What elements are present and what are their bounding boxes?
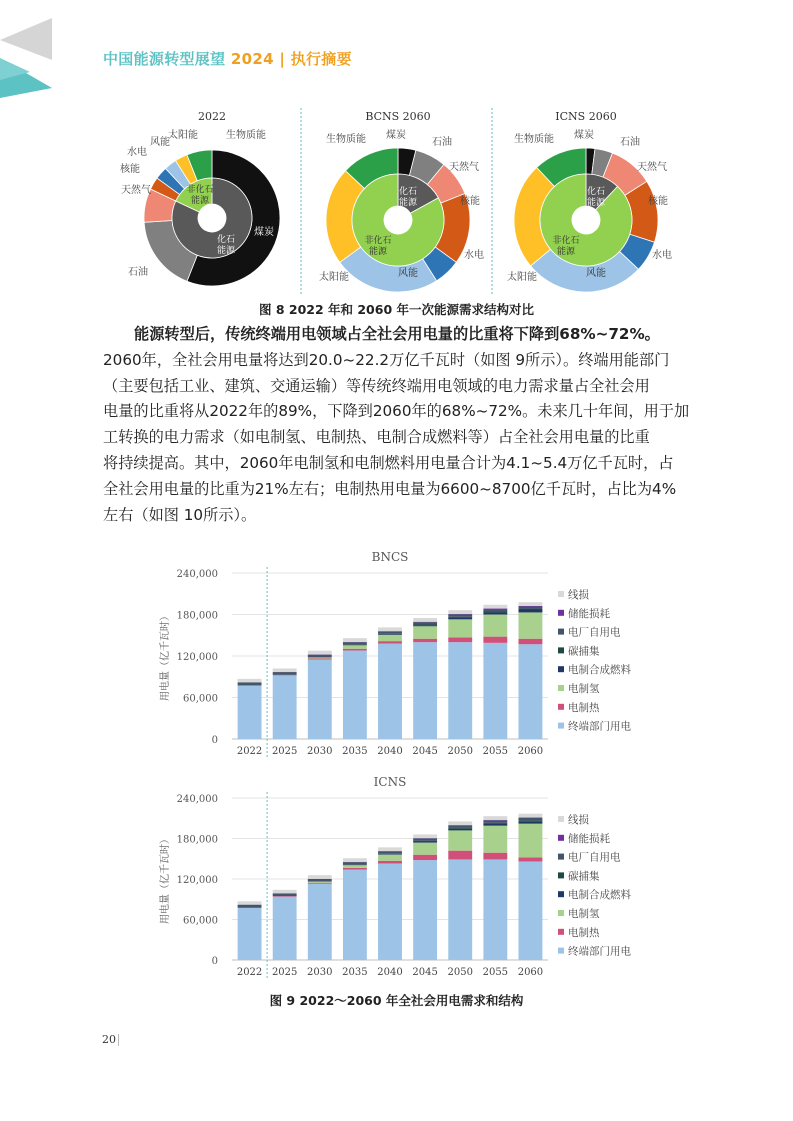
y-axis-label: 用电量（亿千瓦时） <box>160 834 171 924</box>
bar-segment <box>378 635 402 641</box>
page-number: 20 <box>102 1033 116 1046</box>
bar-segment <box>448 828 472 829</box>
bar-segment <box>519 609 543 610</box>
paragraph-line: 将持续提高。其中，2060年电制氢和电制燃料用电量合计为4.1~5.4万亿千瓦时，占 <box>103 453 674 472</box>
donut-label: 天然气 <box>637 162 667 173</box>
legend-swatch <box>558 704 564 710</box>
bar-segment <box>273 897 297 960</box>
header-subtitle: 2024 | 执行摘要 <box>225 50 352 68</box>
bar-segment <box>273 896 297 897</box>
donut-label: 石油 <box>432 137 452 148</box>
bar-segment <box>519 824 543 858</box>
bar-segment <box>238 901 262 904</box>
y-tick-label: 240,000 <box>176 794 218 805</box>
bar-segment <box>378 861 402 864</box>
bar-segment <box>343 862 367 864</box>
bar-segment <box>448 619 472 637</box>
bar-segment <box>483 816 507 820</box>
donut-label: 核能 <box>120 164 140 175</box>
legend-label: 电厂自用电 <box>568 626 621 639</box>
legend-label: 电制热 <box>568 926 600 939</box>
header-title: 中国能源转型展望 <box>103 50 226 68</box>
bar-segment <box>413 626 437 638</box>
bar-segment <box>308 875 332 879</box>
donut-inner-label: 非化石 <box>364 236 392 246</box>
y-tick-label: 180,000 <box>176 834 218 846</box>
donut-label: 太阳能 <box>319 272 349 283</box>
paragraph-line: 工转换的电力需求（如电制氢、电制热、电制合成燃料等）占全社会用电量的比重 <box>103 428 650 447</box>
bar-segment <box>413 860 437 960</box>
bar-segment <box>448 830 472 850</box>
donut-bcns-2060 <box>319 110 484 292</box>
donut-label: 风能 <box>586 268 606 279</box>
bar-segment <box>483 611 507 612</box>
legend-swatch <box>558 854 564 860</box>
bar-segment <box>378 863 402 960</box>
bar-segment <box>343 650 367 739</box>
legend-label: 碳捕集 <box>568 870 600 883</box>
donut-inner-label: 化石 <box>586 187 606 197</box>
bar-segment <box>273 675 297 739</box>
donut-inner-label: 能源 <box>556 247 576 257</box>
donut-inner-label: 化石 <box>398 187 418 197</box>
bar-segment <box>378 851 402 853</box>
bar-segment <box>413 842 437 843</box>
paragraph-line: 2060年，全社会用电量将达到20.0~22.2万亿千瓦时（如图 9所示）。终端用能部门 <box>103 350 670 369</box>
bar-segment <box>413 625 437 626</box>
legend-swatch <box>558 685 564 691</box>
donut-title: 2022 <box>198 110 226 123</box>
bar-segment <box>448 851 472 860</box>
bar-segment <box>483 605 507 609</box>
legend-swatch <box>558 666 564 672</box>
fig8-donuts <box>100 100 700 300</box>
donut-2022 <box>120 110 280 286</box>
donut-label: 核能 <box>648 196 668 207</box>
legend-swatch <box>558 835 564 841</box>
bar-segment <box>238 908 262 960</box>
bar-segment <box>413 625 437 626</box>
bar-segment <box>448 829 472 831</box>
bar-segment <box>519 610 543 612</box>
bar-segment <box>308 658 332 659</box>
donut-label: 水电 <box>127 147 147 158</box>
legend-label: 终端部门用电 <box>568 720 631 733</box>
bar-segment <box>483 826 507 853</box>
donut-inner-label: 能源 <box>398 198 418 208</box>
donut-label: 风能 <box>150 137 170 148</box>
bar-segment <box>519 644 543 739</box>
legend-swatch <box>558 872 564 878</box>
bar-segment <box>413 834 437 838</box>
bar-segment <box>448 826 472 828</box>
y-tick-label: 60,000 <box>183 915 218 927</box>
legend-swatch <box>558 948 564 954</box>
bncs-stacked-bar-chart <box>150 545 650 767</box>
bar-segment <box>343 649 367 651</box>
bar-segment <box>448 637 472 642</box>
y-tick-label: 0 <box>211 956 218 967</box>
legend-label: 储能损耗 <box>568 832 610 845</box>
icns-stacked-bar-chart <box>150 770 650 988</box>
legend-swatch <box>558 891 564 897</box>
donut-inner-label: 能源 <box>586 198 606 208</box>
donut-inner-label: 非化石 <box>186 185 214 195</box>
chart-title: BNCS <box>371 550 409 564</box>
bar-segment <box>238 686 262 739</box>
bar-segment <box>519 602 543 606</box>
paragraph-line: 左右（如图 10所示）。 <box>103 505 257 524</box>
bar-segment <box>308 655 332 657</box>
y-tick-label: 120,000 <box>176 875 218 886</box>
legend-label: 电制氢 <box>568 683 600 695</box>
legend-label: 电制合成燃料 <box>568 664 631 677</box>
legend-swatch <box>558 591 564 597</box>
x-tick-label: 2030 <box>307 967 333 978</box>
bar-segment <box>483 643 507 739</box>
legend-label: 电厂自用电 <box>568 851 621 864</box>
legend-label: 终端部门用电 <box>568 945 631 958</box>
bar-segment <box>519 639 543 645</box>
bar-segment <box>519 612 543 638</box>
bar-segment <box>308 879 332 881</box>
x-tick-label: 2055 <box>482 967 509 978</box>
legend-label: 电制合成燃料 <box>568 889 631 902</box>
bar-segment <box>483 609 507 611</box>
x-tick-label: 2040 <box>377 746 403 757</box>
bar-segment <box>238 679 262 682</box>
y-tick-label: 240,000 <box>176 569 218 580</box>
x-tick-label: 2025 <box>271 746 298 757</box>
bar-segment <box>413 843 437 855</box>
legend-swatch <box>558 910 564 916</box>
page-header <box>103 48 352 69</box>
x-tick-label: 2035 <box>342 746 368 757</box>
bar-segment <box>519 857 543 861</box>
bar-segment <box>378 847 402 851</box>
legend-label: 线损 <box>568 814 589 826</box>
body-paragraph <box>103 322 695 528</box>
legend-label: 电制热 <box>568 701 600 714</box>
bar-segment <box>273 668 297 672</box>
bar-segment <box>343 642 367 644</box>
donut-inner-label: 非化石 <box>552 236 580 246</box>
bar-segment <box>273 675 297 676</box>
paragraph-line: 电量的比重将从2022年的89%，下降到2060年的68%~72%。未来几十年间，用于加 <box>103 402 690 421</box>
bar-segment <box>413 841 437 842</box>
bar-segment <box>273 672 297 675</box>
corner-decoration <box>0 0 60 100</box>
x-tick-label: 2035 <box>342 967 368 978</box>
bar-segment <box>378 634 402 635</box>
legend-swatch <box>558 929 564 935</box>
bar-segment <box>483 824 507 826</box>
donut-label: 石油 <box>620 137 640 148</box>
bar-segment <box>413 639 437 642</box>
x-tick-label: 2055 <box>482 746 509 757</box>
donut-label: 水电 <box>464 250 484 261</box>
bar-segment <box>273 893 297 896</box>
y-axis-label: 用电量（亿千瓦时） <box>160 611 171 701</box>
bar-segment <box>448 821 472 825</box>
bar-segment <box>519 861 543 960</box>
x-tick-label: 2030 <box>307 746 333 757</box>
donut-label: 太阳能 <box>168 130 198 141</box>
bar-segment <box>448 614 472 616</box>
y-tick-label: 0 <box>211 735 218 746</box>
bar-segment <box>519 820 543 821</box>
bar-segment <box>483 637 507 643</box>
bar-segment <box>519 817 543 818</box>
bar-segment <box>343 865 367 868</box>
bar-segment <box>519 821 543 823</box>
bar-segment <box>413 622 437 624</box>
bar-segment <box>448 610 472 614</box>
bar-segment <box>273 890 297 894</box>
donut-label: 核能 <box>460 196 480 207</box>
bar-segment <box>413 642 437 739</box>
bar-segment <box>343 858 367 862</box>
donut-title: BCNS 2060 <box>365 110 431 123</box>
donut-label: 太阳能 <box>507 272 537 283</box>
bar-segment <box>378 855 402 861</box>
donut-label: 煤炭 <box>386 130 406 141</box>
bar-segment <box>519 818 543 820</box>
bar-segment <box>378 627 402 631</box>
legend-swatch <box>558 629 564 635</box>
bar-segment <box>308 659 332 739</box>
legend-label: 线损 <box>568 589 589 601</box>
bar-segment <box>413 839 437 841</box>
donut-label: 水电 <box>652 250 672 261</box>
donut-inner-label: 能源 <box>190 196 210 206</box>
bar-segment <box>483 853 507 860</box>
bar-segment <box>483 820 507 822</box>
bar-segment <box>378 641 402 643</box>
y-tick-label: 60,000 <box>183 693 218 705</box>
bar-segment <box>378 644 402 739</box>
legend-label: 储能损耗 <box>568 607 610 620</box>
bar-segment <box>483 859 507 960</box>
bar-segment <box>519 606 543 607</box>
bar-segment <box>343 868 367 870</box>
x-tick-label: 2045 <box>412 967 438 978</box>
chart-title: ICNS <box>373 775 407 789</box>
legend-swatch <box>558 647 564 653</box>
donut-inner-label: 能源 <box>368 247 388 257</box>
bar-segment <box>343 870 367 960</box>
donut-label: 生物质能 <box>226 130 266 141</box>
bar-segment <box>308 883 332 884</box>
donut-inner-label: 化石 <box>216 235 236 245</box>
legend-swatch <box>558 816 564 822</box>
donut-inner-label: 能源 <box>216 246 236 256</box>
donut-icns-2060 <box>507 110 672 292</box>
paragraph-lead: 能源转型后，传统终端用电领域占全社会用电量的比重将下降到68%~72%。 <box>134 325 660 343</box>
bar-segment <box>413 618 437 622</box>
fig8-caption: 图 8 2022 年和 2060 年一次能源需求结构对比 <box>258 302 535 317</box>
bar-segment <box>519 607 543 609</box>
x-tick-label: 2060 <box>517 967 544 978</box>
x-tick-label: 2050 <box>447 967 473 978</box>
donut-label: 天然气 <box>121 185 151 196</box>
legend-label: 电制氢 <box>568 908 600 920</box>
bar-segment <box>448 617 472 618</box>
bar-segment <box>343 638 367 642</box>
bar-segment <box>448 642 472 739</box>
legend-swatch <box>558 723 564 729</box>
bar-segment <box>308 884 332 960</box>
bar-segment <box>519 814 543 818</box>
bar-segment <box>308 882 332 883</box>
donut-title: ICNS 2060 <box>555 110 617 123</box>
bar-segment <box>238 682 262 685</box>
bar-segment <box>378 854 402 855</box>
bar-segment <box>448 859 472 960</box>
x-tick-label: 2045 <box>412 746 438 757</box>
donut-label: 煤炭 <box>254 227 274 238</box>
paragraph-line: （主要包括工业、建筑、交通运输）等传统终端用电领域的电力需求量占全社会用 <box>103 376 650 395</box>
bar-segment <box>483 823 507 824</box>
donut-label: 天然气 <box>449 162 479 173</box>
x-tick-label: 2025 <box>271 967 298 978</box>
y-tick-label: 180,000 <box>176 610 218 622</box>
donut-label: 生物质能 <box>514 134 554 145</box>
fig9-caption: 图 9 2022～2060 年全社会用电需求和结构 <box>269 993 524 1008</box>
bar-segment <box>483 612 507 614</box>
legend-swatch <box>558 610 564 616</box>
x-tick-label: 2022 <box>236 967 263 978</box>
bar-segment <box>448 618 472 620</box>
bar-segment <box>308 657 332 658</box>
bar-segment <box>343 645 367 648</box>
bar-segment <box>238 905 262 908</box>
bar-segment <box>413 855 437 860</box>
donut-label: 风能 <box>398 268 418 279</box>
x-tick-label: 2050 <box>447 746 473 757</box>
x-tick-label: 2022 <box>236 746 263 757</box>
donut-label: 石油 <box>128 267 148 278</box>
bar-segment <box>378 631 402 633</box>
x-tick-label: 2060 <box>517 746 544 757</box>
y-tick-label: 120,000 <box>176 652 218 663</box>
bar-segment <box>483 615 507 637</box>
paragraph-line: 全社会用电量的比重为21%左右；电制热用电量为6600~8700亿千瓦时，占比为4% <box>103 479 677 498</box>
x-tick-label: 2040 <box>377 967 403 978</box>
legend-label: 碳捕集 <box>568 645 600 658</box>
bar-segment <box>308 651 332 655</box>
donut-label: 生物质能 <box>326 134 366 145</box>
donut-label: 煤炭 <box>574 130 594 141</box>
